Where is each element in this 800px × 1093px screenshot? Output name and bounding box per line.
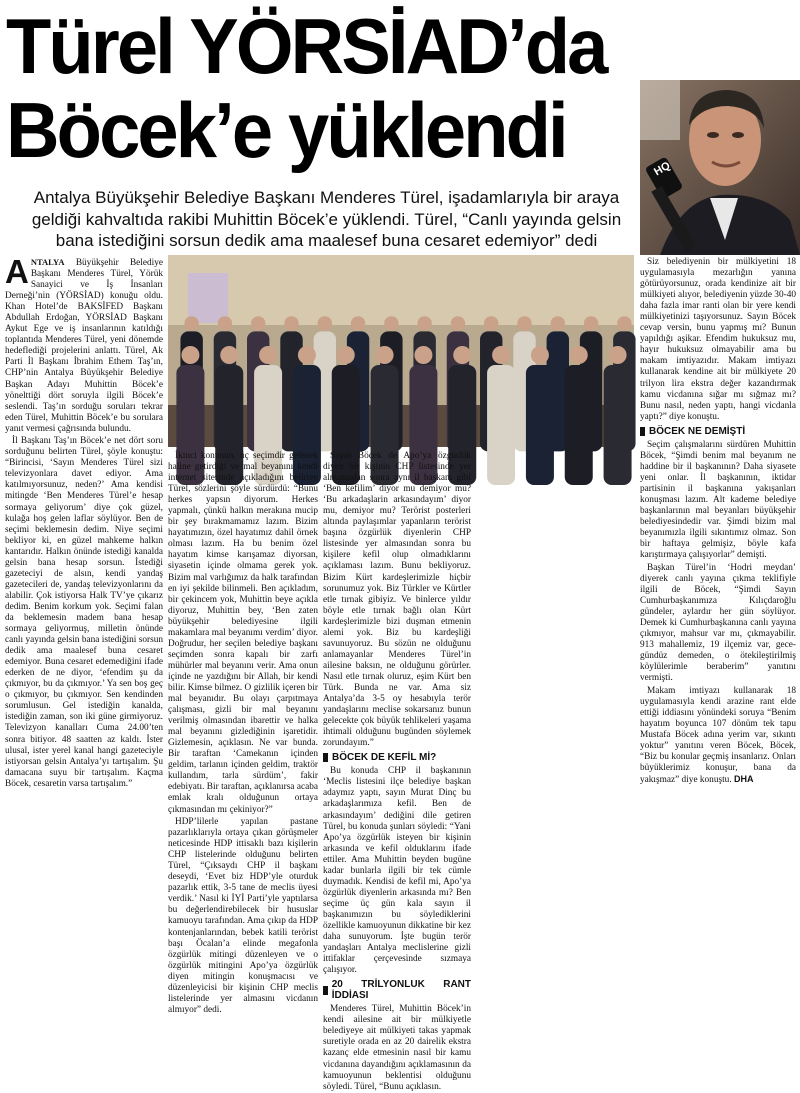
- lead-caps: NTALYA: [30, 257, 65, 267]
- article-column-1: [5, 253, 163, 789]
- person-head: [184, 316, 198, 330]
- person-head: [453, 346, 471, 364]
- article-column-2: [168, 451, 318, 1015]
- person-head: [351, 316, 365, 330]
- paragraph: HDP’lilerle yapılan pastane pazarlıklarıyla ortaya çıkan görüşmeler neticesinde HDP ittisaklı bazı kişilerin CHP listelerinde olduğunu belirten Türel, “Çıksaydı CHP il başkanı deseydi, ‘Evet biz HDP’yle oturduk pazarlık ettik, 3-5 tane de meclis üyesi verdik.’ Nasıl ki İYİ Parti’yle yaptılarsa bu değerlendirebilecek bir hususlar kamuoyu tarafından. Ama çıkıp da HDP kontenjanlarından, bebek katili terörist başı Öcalan’a elinde megafonla özgürlük mitingi düzenleyen ve o özgürlük mitingini Apo’ya özgürlük diyen mitingin konuşmacısı ve düzenleyicisi bir kişinin CHP meclis listelerinde yer almasını vicdanın almıyor” dedi.: [168, 817, 318, 1015]
- article-intro: [5, 253, 163, 435]
- person-head: [570, 346, 588, 364]
- section-heading: BÖCEK DE KEFİL Mİ?: [323, 752, 471, 763]
- person-head: [337, 346, 355, 364]
- person-head: [251, 316, 265, 330]
- person-head: [417, 316, 431, 330]
- article-column-3: [323, 451, 471, 1092]
- person-head: [451, 316, 465, 330]
- person-body: [526, 365, 554, 485]
- person-head: [298, 346, 316, 364]
- dropcap: A: [5, 253, 29, 290]
- person-head: [517, 316, 531, 330]
- person-head: [551, 316, 565, 330]
- person-head: [609, 346, 627, 364]
- section-heading: BÖCEK NE DEMİŞTİ: [640, 426, 796, 437]
- paragraph: Bu konuda CHP il başkanının ‘Meclis listesini ilçe belediye başkan adaymız yaptı, sayın Murat Dinç bu arkadaşlarımıza kefil. Ben de arkasındayım’ dediğini dile getiren Türel, bu konuda şunları söyledi: “Yani Apo’ya özgürlük isteyen bir kişinin arkasında ve kefil olduklarını ifade ettiler. Ama Muhittin beyden bugüne kadar bunlarla ilgili bir tek cümle duymadık. Kendisi de kefil mi, Apo’ya özgürlük diyenlerin arkasında mı? Ben seçime üç gün kala sayın il başkanımızın bu söylediklerini özellikle kamuoyunun dikkatine bir kez daha sunuyorum. İşte bugün terör yandaşları Antalya meclislerine gizli ittifaklar çerçevesinde sızmaya çalışıyor.: [323, 766, 471, 976]
- person-head: [218, 316, 232, 330]
- article-column-4: [640, 257, 796, 786]
- person-head: [492, 346, 510, 364]
- person-head: [484, 316, 498, 330]
- paragraph: İl Başkanı Taş’ın Böcek’e net dört soru sorduğunu belirten Türel, şöyle konuştu: “Birincisi, ‘Sayın Menderes Türel sizi televizyonlara davet ediyor. Ama katılmıyorsunuz, neden?’ Ama kendisi mitingde ‘Ben Menderes Türel’e hesap sormaya geliyorum’ diye çok güzel, kulağa hoş gelen laflar söylüyor. Ben de seçimi beklemesin dedim. Niye seçimi bekliyor ki, en güzel mahkeme halkın kantarıdır. Halkın önünde istediği kanalda gelsin bana hesap sorsun. İstediği gazeteciyi de alsın, kendi yandaş gazetecileri de, yandaş televizyonlarını da alabilir. Çok istiyorsa Halk TV’ye çıkarız dedim. Benim korkum yok. Seçimi falan da beklemesin madem bana hesap sormaya geliyormuş, milletin önünde canlı yayında gelsin bana istediğini sorsun dedik ama maalesef buna cesaret edemiyor. Buna cesaret edemediğini ifade ederken de ne diyor, ‘efendim şu da çıkmıyor, bu da çıkmıyor.’ Ya sen boş geç o çıkmıyor, bu çıkmıyor. Sen kendinden sorumlusun. Gel istediğin kanalda, istediğin zaman, son iki güne girmiyoruz. Televizyon kanalları Cuma 24.00’ten sonra bitiyor. 48 saatten az kaldı. İster ulusal, ister yerel kanal hangi gazeteciyle istiyorsan gelsin Antalya’yı tartışalım. Şu damacana suyu bir tartışalım. Kaçma Böcek, cesaretin varsa tartışalım.”: [5, 436, 163, 789]
- person-body: [604, 365, 632, 485]
- person-head: [414, 346, 432, 364]
- person-head: [220, 346, 238, 364]
- person-head: [181, 346, 199, 364]
- person-head: [376, 346, 394, 364]
- news-agency-credit: DHA: [734, 774, 754, 785]
- headline: [6, 4, 646, 172]
- section-heading: 20 TRİLYONLUK RANT İDDİASI: [323, 979, 471, 1001]
- subheadline: Antalya Büyükşehir Belediye Başkanı Menderes Türel, işadamlarıyla bir araya geldiği kahvaltıda rakibi Muhittin Böcek’e yüklendi. Türel, “Canlı yayında gelsin bana istediğini sorsun dedik ama maalesef buna cesaret edemiyor” dedi: [31, 188, 622, 250]
- paragraph: Siz belediyenin bir mülkiyetini 18 uygulamasıyla mezarlığın yanına götürüyorsunuz, orada kendinize ait bir mülkiyeti alıyor, belediyenin yüzde 30-40 daha fazla imar ranti olan bir yere kendi mülkiyetinizi taşıyorsunuz. Sayın Böcek cevap versin, bunu yapmış mı? Bunun yapıldığı aşikar. Efendim hukuksuz mu, hayır hukuksuz olmayabilir ama bu makam imtiyazıdır. Makam imtiyazı kullanarak kendine ait bir mülkiyete 20 trilyon lira ekstra değer kazandırmak kamu vicdanına sığar mı sığmaz mı? Bunu nasıl, neden yaptı, hangi vicdanla yaptı?” diye konuştu.: [640, 257, 796, 422]
- person-head: [259, 346, 277, 364]
- person-head: [284, 316, 298, 330]
- person-head: [531, 346, 549, 364]
- microphone-label: HQ: [652, 159, 673, 179]
- person-head: [617, 316, 631, 330]
- person-body: [565, 365, 593, 485]
- paragraph: Menderes Türel, Muhittin Böcek’in kendi ailesine ait bir mülkiyetle belediyeye ait mülkiyeti takas yapmak suretiyle orada en az 20 dairelik ekstra kazanç elde etmesinin nasıl bir kamu vicdanına dayandığını açıklamasının da kamuoyunun beklentisi olduğunu söyledi. Türel, “Bunu açıklasın.: [323, 1004, 471, 1092]
- paragraph: Makam imtiyazı kullanarak 18 uygulamasıyla kendi arazine rant elde ettiği iddiasını yönündeki soruya “Benim hayatım boyunca 107 dönüm tek tapu Mustafa Böcek adına yerim var, sıkıntı yoktur” yanıtını veren Böcek, Böcek, “Biz bu konular geçmiş insanlarız. Onları büyüklerimiz konuşur, bana da yakışmaz” diye konuştu. DHA: [640, 685, 796, 786]
- paragraph: Başkan Türel’in ‘Hodri meydan’ diyerek canlı yayına çıkma teklifiyle ilgili de Böcek, “Şimdi Sayın Cumhurbaşkanımıza Kılıçdaroğlu gündeler, aylardır her gün söylüyor. Demek ki Cumhurbaşkanına canlı yayına çıkmıyor, mahsur var mı, çıkmayabilir. 913 mahallemiz, 19 ilçemiz var, gece- gündüz demeden, o ötekileştirilmiş köylülerimle beraberim” yanıtını vermişti.: [640, 562, 796, 684]
- paragraph: İkinci konunun, üç seçimdir gelenek haline getirdiği ve mal beyanını kendi internet sitesinde açıkladığını belirten Türel, sözlerini şöyle sürdürdü: “Bunu herkes yapsın diyorum. Herkes yapmalı, çünkü halkın merakına mucip bir şey bırakmamamız lazım. Bizim hayatımızın, özel hayatımız dahil örnek olması lazım. Ha bu benim özel hayatım kimse karışamaz diyorsan, siyasetin içinde olmama gerek yok. Bizim mal varlığımız da halk tarafından en iyi şekilde bilinmeli. Ben açıkladım, bir çekincem yok, Muhittin beye açıkla diyoruz, Muhittin bey, ‘Ben zaten büyükşehir belediyesine ilgili makamlara mal beyanımı verdim’ diyor. Doğrudur, her seçilen belediye başkanı seçimden sonra kapalı bir zarfı mühürler mal beyanını verir. Ama onun içinde ne yazdığını bir Allah, bir kendi bilir. Kimse bilmez. O gizlilik içeren bir mal beyanıdır. Bu olayı çarpıtmaya çalışması, gizli bir mal beyanını verilmiş olmasından ibarettir ve halka mal beyanını gizlediğinin işaretidir. Gizlemesin, açıklasın. Ne var bunda. Bir taraftan ‘Camekanın içinden geldim, tarlanın içinden geldim, traktör kullandım, tarla sürdüm’, fakir edebiyatı. Bir taraftan, açıklanırsa acaba emlak kralı olduğunun ortaya çıkmasından mı çekiniyor?”: [168, 451, 318, 815]
- intro-text: Büyükşehir Belediye Başkanı Menderes Türel, Yörük Sanayici ve İş İnsanları Derneği’nin (YÖRSİAD) konuğu oldu. Khan Hotel’de BAKSİFED Başkanı Abdullah Erdoğan, YÖRSİAD Başkanı Aykut Ege ve iş insanlarının katıldığı toplantıda Menderes Türel, yeni dönemde hedeflediği projelerini anlattı. Türel, Ak Parti İl Başkanı İbrahim Ethem Taş’ın, CHP’nin Antalya Büyükşehir Belediye Başkan Adayı Muhittin Böcek’e yönelttiği dört soruyla ilgili Böcek’e seslendi. Taş’ın sorduğu soruları tekrar eden Türel, Muhittin Böcek’e bu sorulara yanıt vermesi çağrısında bulundu.: [5, 258, 163, 434]
- person-head: [384, 316, 398, 330]
- paragraph: Seçim çalışmalarını sürdüren Muhittin Böcek, “Şimdi benim mal beyanım ne haddine bir il başkanının? Daha siyasete yeni onlar. İl başkanının, iktidar partisinin il başkanına yakışanları konuşması lazım. Alt kademe belediye başkanlarının mal beyanları büyükşehir belediyesindedir var. Şimdi bizim mal beyanımızla ilgili sıkıntımız olmaz. Son bir haftaya gelmişiz, böyle kafa karıştırmaya çalışıyorlar” demişti.: [640, 439, 796, 561]
- person-head: [584, 316, 598, 330]
- paragraph: Sayın Böcek de Apo’ya özgürlük diyen bir kişinin CHP listesinde yer almasından sonra aynı il başkanı gibi ‘Ben kefilim’ diyor mu demiyor mu? ‘Bu arkadaşlarin arkasındayım’ diyor mu, demiyor mu? Terörist posterleri altında paylaşımlar yapanların terörist başına özgürlük diyenlerin CHP listesinde yer almasından sonra bu kişilere kefil olup olmadıklarını açıklaması lazım. Bunu bekliyoruz. Bizim Kürt kardeşlerimizle hiçbir sorunumuz yok. Biz Türkler ve Kürtler etle tırnak gibiyiz. Ve binlerce yıldır böyle etle tırnak bağlı olan Kürt kardeşlerimizle bizi duşman etmenin alemi yok. Biz bu kardeşliği savunuyoruz. Bu sözün ne olduğunu anlamayanlar Menderes Türel’in ailesine baksın, ne olduğunu görürler. Nasıl etle tırnak oluruz, eşim Kürt ben Türk. Bunda ne var. Ama siz Antalya’da 3-5 oy hesabıyla terör yandaşlarını meclise sokarsanız bunun gelecekte çok büyük tehlikeleri yaşama ihtimali olduğunu bugünden söylemek zorundayım.”: [323, 451, 471, 749]
- group-photo: [168, 255, 634, 447]
- headline-line-1: Türel YÖRSİAD’da: [6, 2, 606, 90]
- speaker-photo: [640, 80, 800, 255]
- person-body: [487, 365, 515, 485]
- person-head: [318, 316, 332, 330]
- headline-line-2: Böcek’e yüklendi: [6, 86, 566, 174]
